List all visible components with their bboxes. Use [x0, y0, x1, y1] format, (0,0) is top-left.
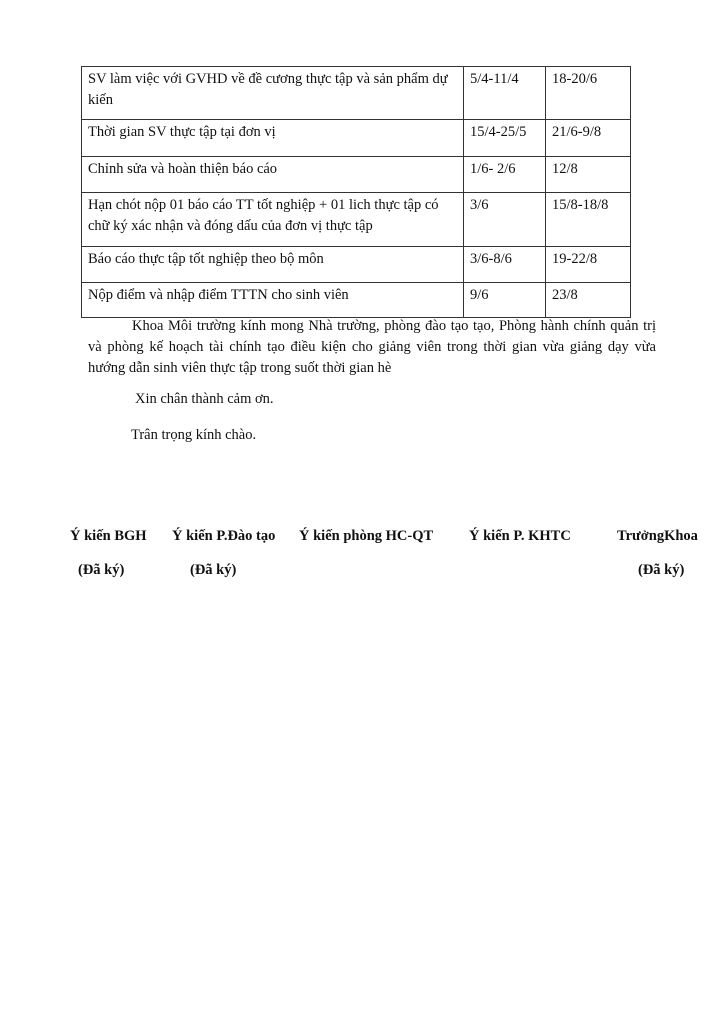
task-cell: SV làm việc với GVHD về đề cương thực tập và sản phẩm dự kiến: [82, 67, 464, 120]
task-cell: Hạn chót nộp 01 báo cáo TT tốt nghiệp + 01 lich thực tập có chữ ký xác nhận và đóng dấu của đơn vị thực tập: [82, 193, 464, 247]
signed-note-bgh: (Đã ký): [78, 562, 125, 578]
date-cell-a: 3/6: [464, 193, 546, 247]
signature-hc-qt: Ý kiến phòng HC-QT: [299, 528, 434, 544]
task-cell: Thời gian SV thực tập tại đơn vị: [82, 120, 464, 157]
date-cell-b: 21/6-9/8: [546, 120, 631, 157]
task-cell: Nộp điểm và nhập điểm TTTN cho sinh viên: [82, 283, 464, 318]
schedule-table: [81, 66, 631, 318]
signature-truong-khoa: TrưởngKhoa: [617, 528, 698, 544]
signed-note-truong-khoa: (Đã ký): [638, 562, 685, 578]
regards-line: Trân trọng kính chào.: [131, 427, 257, 443]
signature-bgh: Ý kiến BGH: [70, 528, 147, 544]
signed-note-dao-tao: (Đã ký): [190, 562, 237, 578]
date-cell-b: 23/8: [546, 283, 631, 318]
table-row: [82, 67, 631, 120]
task-cell: Báo cáo thực tập tốt nghiệp theo bộ môn: [82, 247, 464, 283]
date-cell-b: 12/8: [546, 157, 631, 193]
date-cell-b: 19-22/8: [546, 247, 631, 283]
table-row: [82, 247, 631, 283]
date-cell-a: 1/6- 2/6: [464, 157, 546, 193]
signature-khtc: Ý kiến P. KHTC: [469, 528, 571, 544]
table-row: [82, 283, 631, 318]
task-cell: Chỉnh sửa và hoàn thiện báo cáo: [82, 157, 464, 193]
table-row: [82, 193, 631, 247]
table-row: [82, 157, 631, 193]
date-cell-a: 15/4-25/5: [464, 120, 546, 157]
date-cell-a: 9/6: [464, 283, 546, 318]
thanks-line: Xin chân thành cảm ơn.: [135, 391, 274, 407]
date-cell-a: 5/4-11/4: [464, 67, 546, 120]
request-paragraph: Khoa Môi trường kính mong Nhà trường, phòng đào tạo tạo, Phòng hành chính quản trị và phòng kế hoạch tài chính tạo điều kiện cho giảng viên trong thời gian vừa giảng dạy vừa hướng dẫn sinh viên thực tập trong suốt thời gian hè: [88, 318, 656, 376]
date-cell-b: 18-20/6: [546, 67, 631, 120]
date-cell-b: 15/8-18/8: [546, 193, 631, 247]
table-row: [82, 120, 631, 157]
date-cell-a: 3/6-8/6: [464, 247, 546, 283]
signature-dao-tao: Ý kiến P.Đào tạo: [172, 528, 276, 544]
